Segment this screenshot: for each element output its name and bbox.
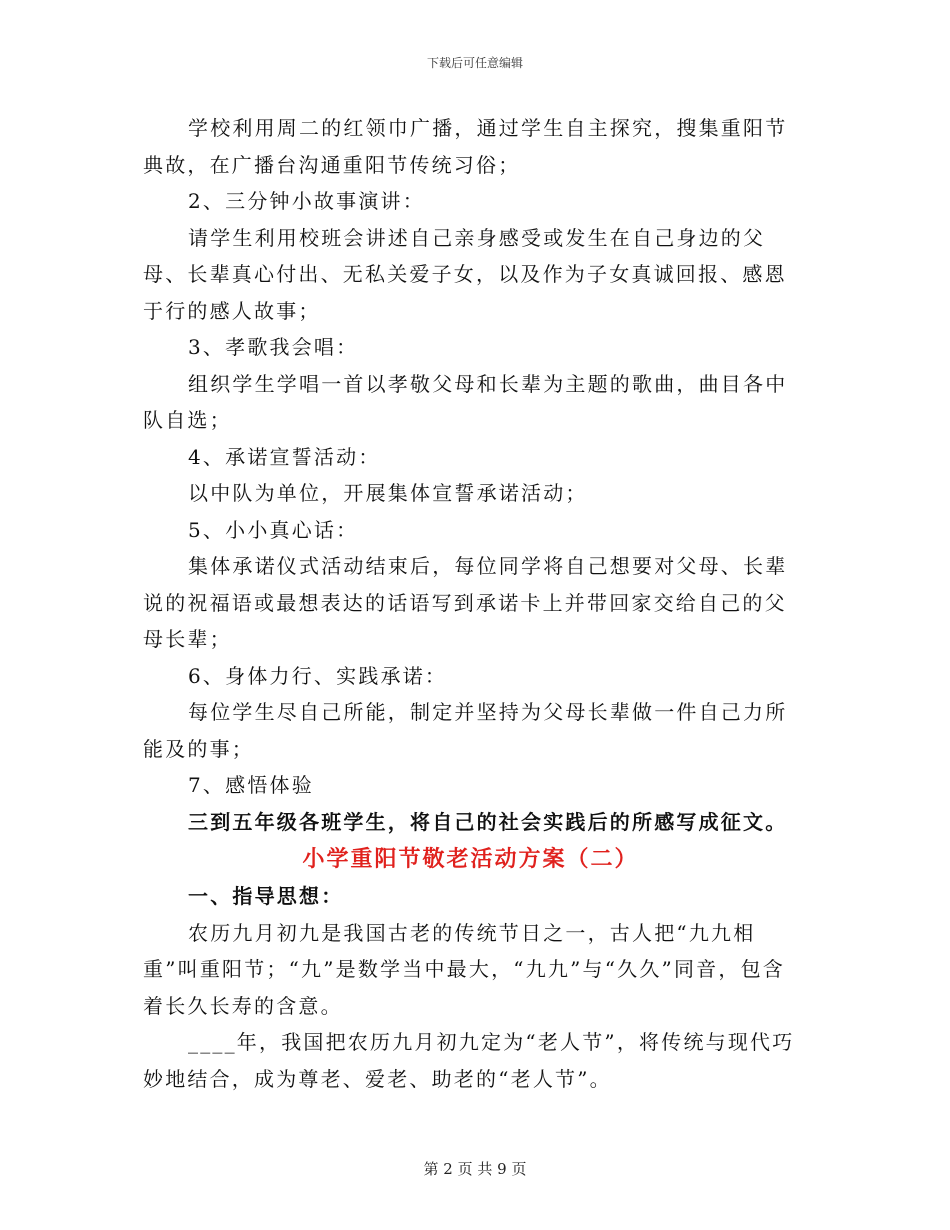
section-heading: 一、指导思想： bbox=[188, 884, 344, 908]
paragraph: 每位学生尽自己所能，制定并坚持为父母长辈做一件自己力所能及的事； bbox=[143, 700, 788, 761]
bold-paragraph: 三到五年级各班学生，将自己的社会实践后的所感写成征文。 bbox=[188, 809, 788, 834]
section-heading: 6、身体力行、实践承诺： bbox=[188, 663, 448, 688]
page-header: 下载后可任意编辑 bbox=[426, 56, 523, 70]
section-heading: 7、感悟体验 bbox=[188, 773, 314, 797]
paragraph: 以中队为单位，开展集体宣誓承诺活动； bbox=[188, 481, 588, 505]
paragraph: 集体承诺仪式活动结束后，每位同学将自己想要对父母、长辈说的祝福语或最想表达的话语写到承诺卡上并带回家交给自己的父母长辈； bbox=[143, 554, 788, 651]
section-heading: 5、小小真心话： bbox=[188, 517, 359, 542]
paragraph: ____年，我国把农历九月初九定为“老人节”，将传统与现代巧妙地结合，成为尊老、爱老、助老的“老人节”。 bbox=[143, 1030, 795, 1091]
page-footer: 第 2 页 共 9 页 bbox=[423, 1160, 527, 1178]
section-title: 小学重阳节敬老活动方案（二） bbox=[302, 846, 639, 872]
paragraph: 学校利用周二的红领巾广播，通过学生自主探究，搜集重阳节典故，在广播台沟通重阳节传统习俗； bbox=[143, 116, 788, 177]
section-heading: 3、孝歌我会唱： bbox=[188, 335, 359, 359]
paragraph: 请学生利用校班会讲述自己亲身感受或发生在自己身边的父母、长辈真心付出、无私关爱子女，以及作为子女真诚回报、感恩于行的感人故事； bbox=[143, 225, 787, 323]
section-heading: 4、承诺宣誓活动： bbox=[188, 444, 381, 469]
document-body bbox=[143, 110, 798, 1097]
section-heading: 2、三分钟小故事演讲： bbox=[188, 189, 425, 213]
paragraph: 农历九月初九是我国古老的传统节日之一，古人把“九九相重”叫重阳节；“九”是数学当中最大，“九九”与“久久”同音，包含着长久长寿的含意。 bbox=[143, 920, 785, 1018]
paragraph: 组织学生学唱一首以孝敬父母和长辈为主题的歌曲，曲目各中队自选； bbox=[143, 371, 788, 432]
